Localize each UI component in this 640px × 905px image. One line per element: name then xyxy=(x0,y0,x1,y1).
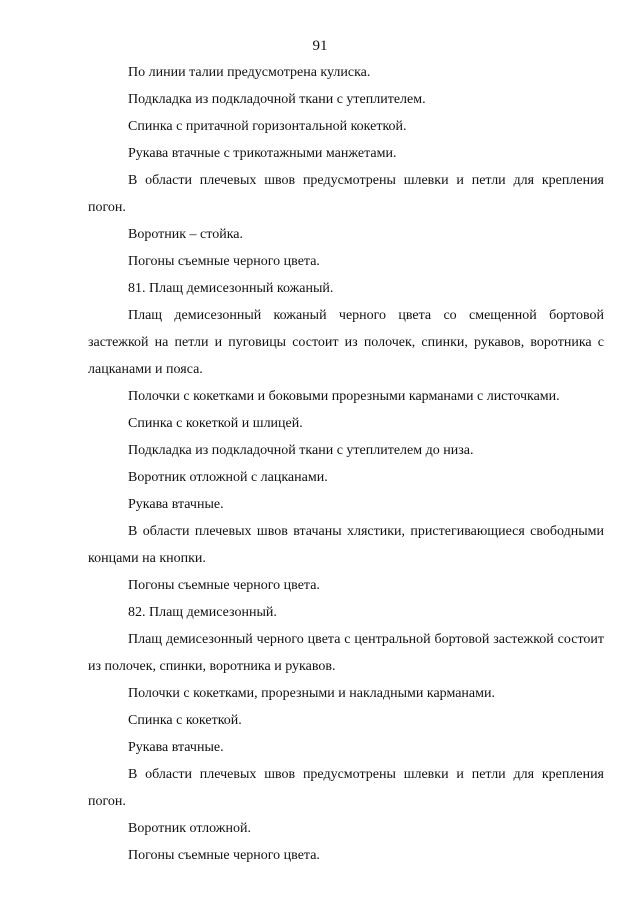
paragraph: Рукава втачные. xyxy=(128,740,224,755)
paragraph: Воротник – стойка. xyxy=(128,227,244,242)
paragraph: Рукава втачные. xyxy=(128,497,224,512)
paragraph: Подкладка из подкладочной ткани с утеплителем. xyxy=(128,92,426,107)
paragraph: Полочки с кокетками и боковыми прорезными карманами с листочками. xyxy=(128,389,560,404)
paragraph: В области плечевых швов предусмотрены шлевки и петли для крепления погон. xyxy=(88,767,604,809)
document-body xyxy=(88,59,604,869)
paragraph: Воротник отложной с лацканами. xyxy=(128,470,328,485)
paragraph: По линии талии предусмотрена кулиска. xyxy=(128,65,371,80)
paragraph: Погоны съемные черного цвета. xyxy=(128,578,320,593)
paragraph: Полочки с кокетками, прорезными и накладными карманами. xyxy=(128,686,495,701)
paragraph: Погоны съемные черного цвета. xyxy=(128,254,320,269)
paragraph: Рукава втачные с трикотажными манжетами. xyxy=(128,146,397,161)
section-heading: 81. Плащ демисезонный кожаный. xyxy=(128,281,334,296)
paragraph: Спинка с кокеткой и шлицей. xyxy=(128,416,303,431)
paragraph: Воротник отложной. xyxy=(128,821,251,836)
paragraph: В области плечевых швов втачаны хлястики, пристегивающиеся свободными концами на кнопки. xyxy=(88,524,604,566)
section-heading: 82. Плащ демисезонный. xyxy=(128,605,277,620)
paragraph: Плащ демисезонный кожаный черного цвета со смещенной бортовой застежкой на петли и пуговицы состоит из полочек, спинки, рукавов, воротника с лацканами и пояса. xyxy=(88,308,604,377)
paragraph: Погоны съемные черного цвета. xyxy=(128,848,320,863)
paragraph: Плащ демисезонный черного цвета с центральной бортовой застежкой состоит из полочек, спинки, воротника и рукавов. xyxy=(88,632,604,674)
page-number: 91 xyxy=(312,38,328,54)
paragraph: Спинка с кокеткой. xyxy=(128,713,242,728)
paragraph: В области плечевых швов предусмотрены шлевки и петли для крепления погон. xyxy=(88,173,604,215)
paragraph: Спинка с притачной горизонтальной кокеткой. xyxy=(128,119,407,134)
paragraph: Подкладка из подкладочной ткани с утеплителем до низа. xyxy=(128,443,474,458)
